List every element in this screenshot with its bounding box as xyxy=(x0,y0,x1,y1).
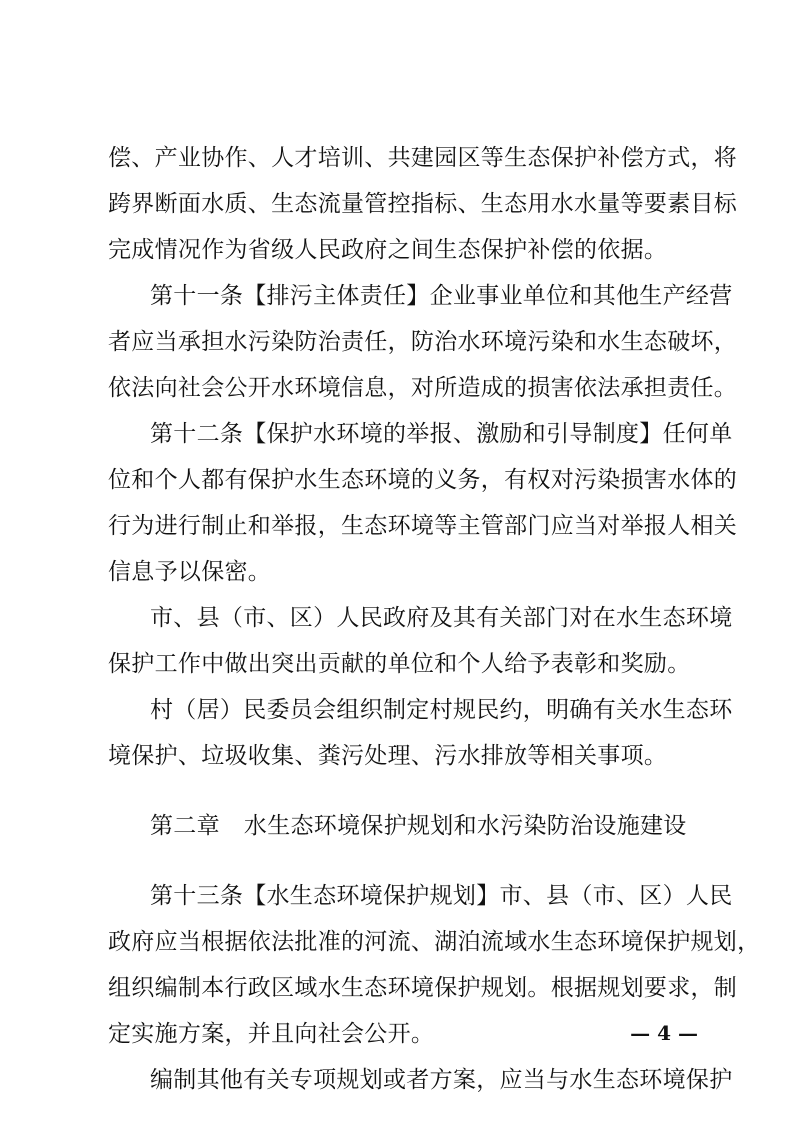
paragraph-line: 村（居）民委员会组织制定村规民约，明确有关水生态环 xyxy=(150,697,733,723)
article-11-first-line: 第十一条【排污主体责任】企业事业单位和其他生产经营 xyxy=(150,283,733,309)
paragraph-line: 偿、产业协作、人才培训、共建园区等生态保护补偿方式，将 xyxy=(108,145,738,171)
paragraph-line: 境保护、垃圾收集、粪污处理、污水排放等相关事项。 xyxy=(108,743,668,769)
paragraph-line: 完成情况作为省级人民政府之间生态保护补偿的依据。 xyxy=(108,237,668,263)
paragraph-line: 保护工作中做出突出贡献的单位和个人给予表彰和奖励。 xyxy=(108,651,691,677)
chapter-number: 第二章 xyxy=(150,813,220,839)
paragraph-line: 跨界断面水质、生态流量管控指标、生态用水水量等要素目标 xyxy=(108,191,738,217)
paragraph-line: 组织编制本行政区域水生态环境保护规划。根据规划要求，制 xyxy=(108,975,738,1001)
paragraph-line: 编制其他有关专项规划或者方案，应当与水生态环境保护 xyxy=(150,1067,733,1093)
article-13-first-line: 第十三条【水生态环境保护规划】市、县（市、区）人民 xyxy=(150,883,733,909)
paragraph-line: 市、县（市、区）人民政府及其有关部门对在水生态环境 xyxy=(150,605,733,631)
chapter-heading xyxy=(150,806,698,846)
article-12-first-line: 第十二条【保护水环境的举报、激励和引导制度】任何单 xyxy=(150,421,733,447)
paragraph-line: 依法向社会公开水环境信息，对所造成的损害依法承担责任。 xyxy=(108,375,738,401)
chapter-title: 水生态环境保护规划和水污染防治设施建设 xyxy=(243,813,687,839)
paragraph-line: 者应当承担水污染防治责任，防治水环境污染和水生态破坏， xyxy=(108,329,738,355)
paragraph-line: 定实施方案，并且向社会公开。 xyxy=(108,1021,435,1047)
paragraph-line: 信息予以保密。 xyxy=(108,559,272,585)
paragraph-line: 位和个人都有保护水生态环境的义务，有权对污染损害水体的 xyxy=(108,467,738,493)
paragraph-line: 行为进行制止和举报，生态环境等主管部门应当对举报人相关 xyxy=(108,513,738,539)
page-number: — 4 — xyxy=(630,1021,698,1045)
paragraph-line: 政府应当根据依法批准的河流、湖泊流域水生态环境保护规划， xyxy=(108,929,761,955)
